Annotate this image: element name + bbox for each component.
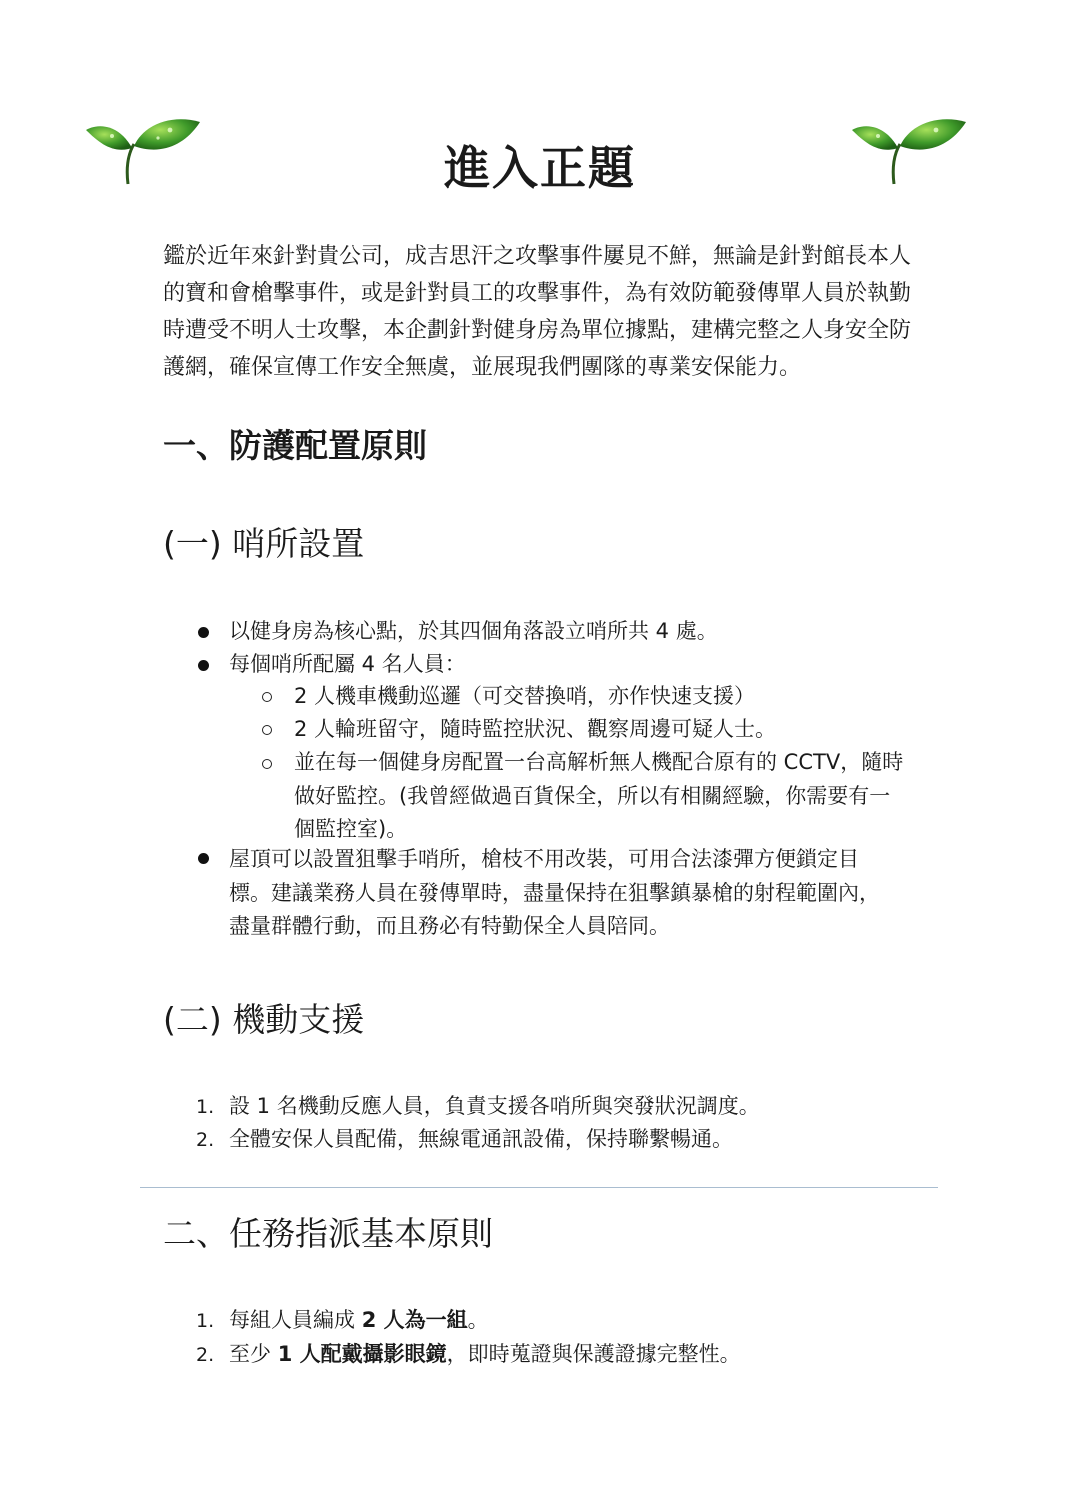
bullet-item: 屋頂可以設置狙擊手哨所，槍枝不用改裝，可用合法漆彈方便鎖定目 (229, 847, 859, 871)
bullet-icon (198, 660, 209, 671)
page-title: 進入正題 (444, 141, 636, 195)
list-item-bold: 2 人為一組 (361, 1308, 468, 1332)
list-number: 2. (196, 1129, 215, 1151)
list-item-bold: 1 人配戴攝影眼鏡 (277, 1342, 447, 1366)
list-number: 1. (196, 1096, 215, 1118)
list-number: 2. (196, 1344, 215, 1366)
list-item: 設 1 名機動反應人員，負責支援各哨所與突發狀況調度。 (229, 1094, 760, 1118)
sub-bullet-item-cont: 個監控室)。 (294, 817, 408, 841)
list-item: 全體安保人員配備，無線電通訊設備，保持聯繫暢通。 (229, 1127, 733, 1151)
list-item-text: ，即時蒐證與保護證據完整性。 (446, 1342, 741, 1366)
list-item-text: 。 (467, 1308, 489, 1332)
bullet-icon (198, 853, 209, 864)
sub-bullet-item-cont: 做好監控。(我曾經做過百貨保全，所以有相關經驗，你需要有一 (294, 784, 891, 808)
list-item-text: 每組人員編成 (229, 1308, 362, 1332)
bullet-item-cont: 標。建議業務人員在發傳單時，盡量保持在狙擊鎮暴槍的射程範圍內， (229, 881, 880, 905)
sub-bullet-item: 並在每一個健身房配置一台高解析無人機配合原有的 CCTV，隨時 (294, 750, 904, 774)
bullet-item: 每個哨所配屬 4 名人員： (229, 652, 466, 676)
bullet-icon (198, 627, 209, 638)
bullet-item-cont: 盡量群體行動，而且務必有特勤保全人員陪同。 (229, 914, 670, 938)
section1-heading: 一、防護配置原則 (163, 426, 427, 465)
section2-heading: 二、任務指派基本原則 (163, 1214, 493, 1253)
list-item (229, 1303, 489, 1337)
sub-bullet-item: 2 人輪班留守，隨時監控狀況、觀察周邊可疑人士。 (294, 717, 777, 741)
bullet-item: 以健身房為核心點，於其四個角落設立哨所共 4 處。 (229, 619, 718, 643)
list-item-text: 至少 (229, 1342, 278, 1366)
list-item (229, 1337, 741, 1371)
sub2-heading: (二) 機動支援 (163, 1000, 365, 1039)
intro-paragraph: 鑑於近年來針對貴公司，成吉思汗之攻擊事件屢見不鮮，無論是針對館長本人的寶和會槍擊事件，或是針對員工的攻擊事件，為有效防範發傳單人員於執勤時遭受不明人士攻擊，本企劃針對健身房為單位據點，建構完整之人身安全防護網，確保宣傳工作安全無虞，並展現我們團隊的專業安保能力。 (163, 244, 912, 380)
sub-bullet-icon (262, 692, 272, 702)
sub-bullet-icon (262, 725, 272, 735)
sub-bullet-item: 2 人機車機動巡邏（可交替換哨，亦作快速支援） (294, 684, 756, 708)
list-number: 1. (196, 1310, 215, 1332)
sub1-heading: (一) 哨所設置 (163, 524, 365, 563)
sub-bullet-icon (262, 759, 272, 769)
divider (140, 1187, 938, 1188)
